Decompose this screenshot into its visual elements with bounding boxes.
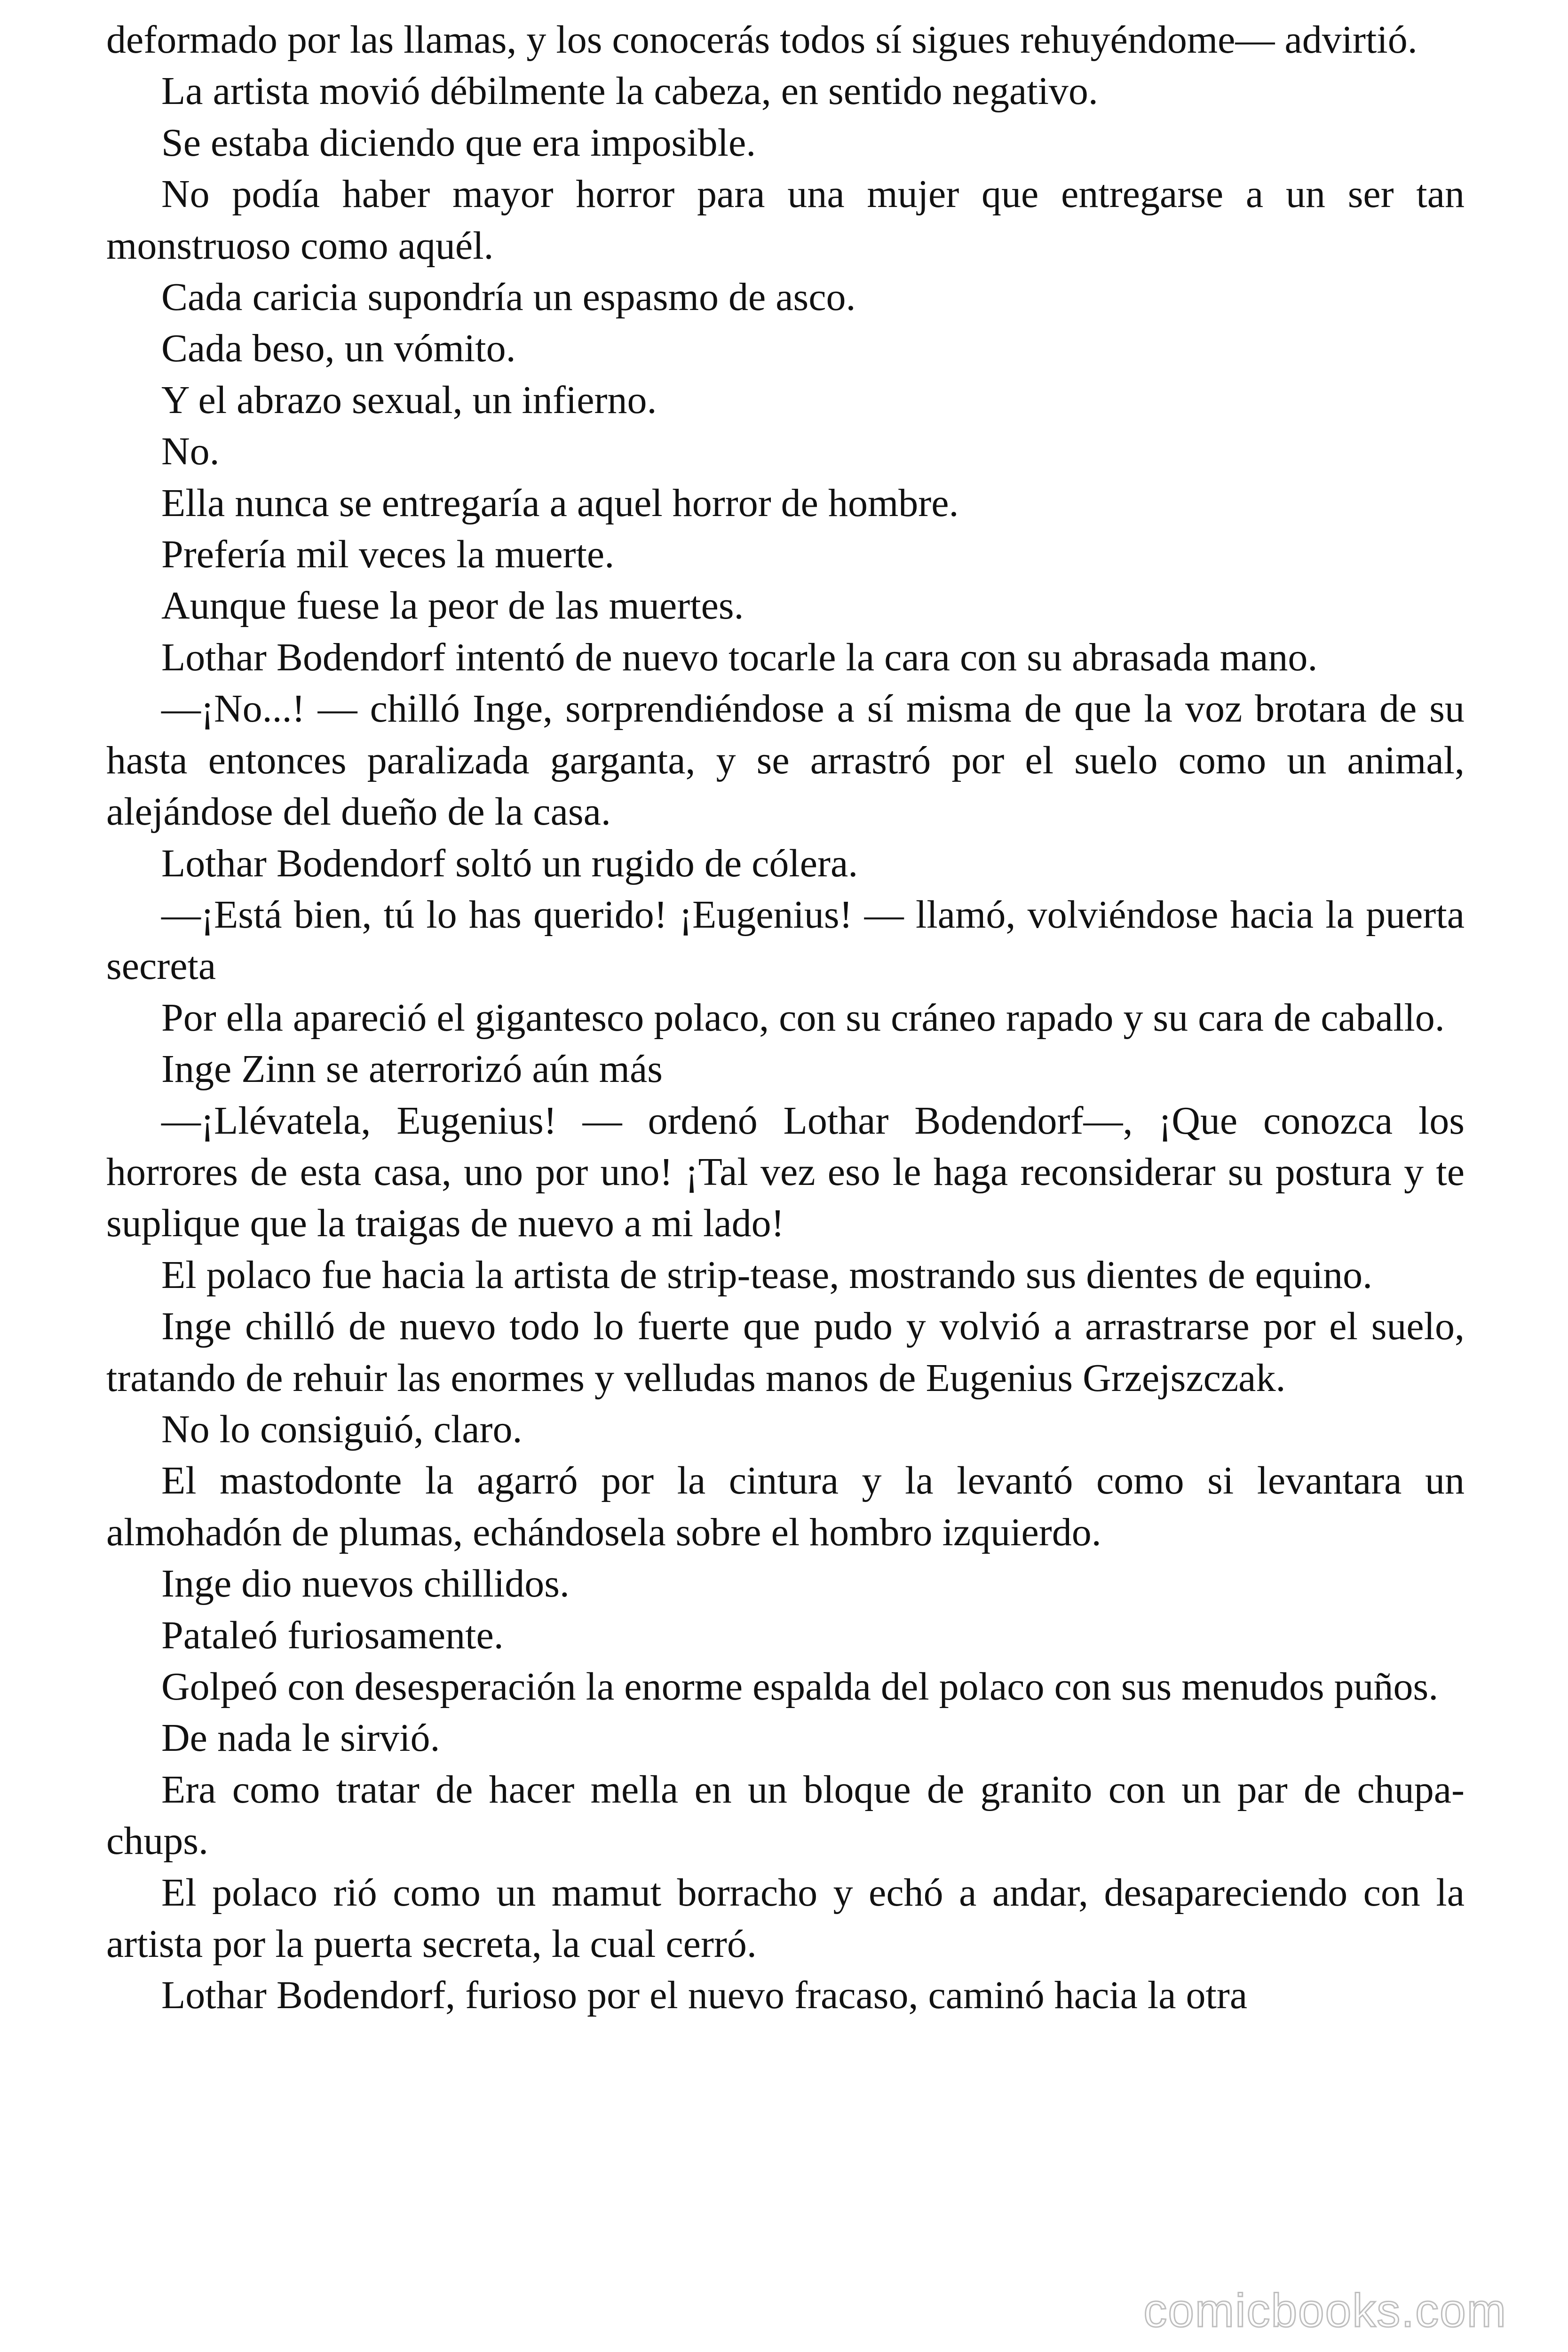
paragraph: Y el abrazo sexual, un infierno. bbox=[161, 378, 657, 422]
paragraph: Se estaba diciendo que era imposible. bbox=[161, 120, 756, 165]
paragraph: Por ella apareció el gigantesco polaco, con su cráneo rapado y su cara de caballo. bbox=[161, 995, 1445, 1040]
paragraph: El polaco rió como un mamut borracho y echó a andar, desapareciendo con la artista por la puerta secreta, la cual cerró. bbox=[106, 1870, 1465, 1966]
paragraph: Ella nunca se entregaría a aquel horror de hombre. bbox=[161, 481, 959, 525]
paragraph: Inge dio nuevos chillidos. bbox=[161, 1562, 570, 1606]
paragraph: —¡No...! — chilló Inge, sorprendiéndose a sí misma de que la voz brotara de su hasta entonces paralizada garganta, y se arrastró por el suelo como un animal, alejándose del dueño de la casa. bbox=[106, 687, 1465, 834]
paragraph: No. bbox=[161, 429, 220, 474]
paragraph: —¡Llévatela, Eugenius! — ordenó Lothar Bodendorf—, ¡Que conozca los horrores de esta casa, uno por uno! ¡Tal vez eso le haga reconsiderar su postura y te suplique que la traigas de nuevo a mi lado! bbox=[106, 1098, 1465, 1246]
paragraph: Lothar Bodendorf, furioso por el nuevo fracaso, caminó hacia la otra bbox=[161, 1973, 1248, 2018]
paragraph: Golpeó con desesperación la enorme espalda del polaco con sus menudos puños. bbox=[161, 1665, 1439, 1708]
paragraph: Inge chilló de nuevo todo lo fuerte que pudo y volvió a arrastrarse por el suelo, tratando de rehuir las enormes y velludas manos de Eugenius Grzejszczak. bbox=[106, 1304, 1465, 1400]
watermark: comicbooks.com bbox=[1143, 2284, 1507, 2337]
paragraph: Era como tratar de hacer mella en un bloque de granito con un par de chupa-chups. bbox=[106, 1767, 1465, 1863]
paragraph: No lo consiguió, claro. bbox=[161, 1407, 523, 1451]
paragraph: Prefería mil veces la muerte. bbox=[161, 532, 615, 577]
paragraph: La artista movió débilmente la cabeza, en sentido negativo. bbox=[161, 69, 1098, 113]
paragraph: No podía haber mayor horror para una mujer que entregarse a un ser tan monstruoso como aquél. bbox=[106, 172, 1465, 268]
paragraph: Cada beso, un vómito. bbox=[161, 326, 516, 371]
paragraph: Aunque fuese la peor de las muertes. bbox=[161, 584, 744, 628]
paragraph: —¡Está bien, tú lo has querido! ¡Eugenius! — llamó, volviéndose hacia la puerta secreta bbox=[106, 892, 1465, 988]
body-text bbox=[106, 14, 1465, 2021]
paragraph: Lothar Bodendorf soltó un rugido de cólera. bbox=[161, 841, 858, 885]
paragraph: Cada caricia supondría un espasmo de asco. bbox=[161, 275, 856, 319]
paragraph: De nada le sirvió. bbox=[161, 1716, 440, 1760]
paragraph: El mastodonte la agarró por la cintura y la levantó como si levantara un almohadón de plumas, echándosela sobre el hombro izquierdo. bbox=[106, 1459, 1465, 1554]
paragraph: deformado por las llamas, y los conocerás todos sí sigues rehuyéndome— advirtió. bbox=[106, 18, 1418, 62]
paragraph: El polaco fue hacia la artista de strip-tease, mostrando sus dientes de equino. bbox=[161, 1253, 1373, 1297]
paragraph: Pataleó furiosamente. bbox=[161, 1613, 504, 1657]
paragraph: Inge Zinn se aterrorizó aún más bbox=[161, 1047, 663, 1091]
paragraph: Lothar Bodendorf intentó de nuevo tocarle la cara con su abrasada mano. bbox=[161, 635, 1318, 679]
